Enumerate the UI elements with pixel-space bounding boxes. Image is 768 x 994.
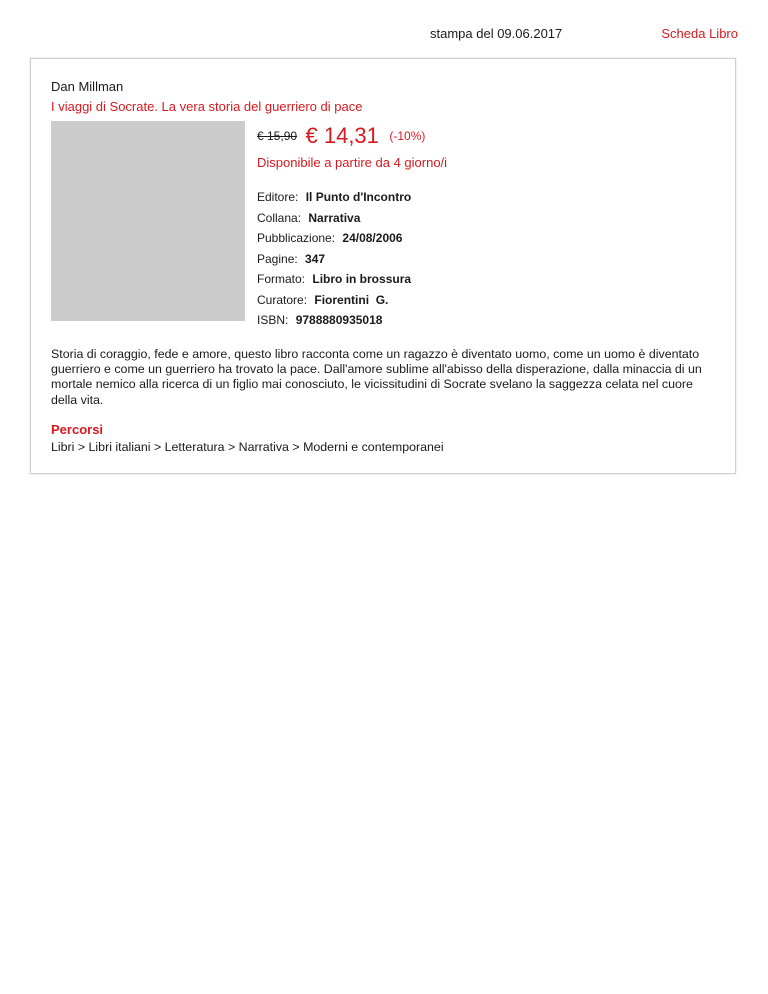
detail-editor xyxy=(257,290,717,311)
detail-pages xyxy=(257,249,717,270)
detail-series xyxy=(257,208,717,229)
detail-label: ISBN: xyxy=(257,313,289,327)
price-row xyxy=(257,121,717,151)
print-header xyxy=(0,26,768,44)
detail-label: Pubblicazione: xyxy=(257,231,336,245)
book-description: Storia di coraggio, fede e amore, questo libro racconta come un ragazzo è diventato uomo, come un uomo è diventato guerriero e come un guerriero ha trovato la pace. Dall'amore sublime all'abisso della disperazione, dalla minaccia di un mortale nemico alla ricerca di un figlio mai conosciuto, le vicissitudini di Socrate svelano la saggezza celata nel cuore della vita. xyxy=(51,347,702,407)
detail-value: 347 xyxy=(305,251,326,266)
detail-value: Narrativa xyxy=(308,210,361,225)
detail-publication-date xyxy=(257,228,717,249)
print-date: stampa del 09.06.2017 xyxy=(430,26,563,41)
detail-value: Libro in brossura xyxy=(312,272,412,286)
sheet-title: Scheda Libro xyxy=(661,26,738,41)
detail-value: Fiorentini G. xyxy=(314,292,389,307)
current-price: € 14,31 xyxy=(305,123,379,148)
book-info xyxy=(257,121,717,331)
detail-publisher xyxy=(257,187,717,208)
detail-label: Editore: xyxy=(257,190,299,204)
detail-label: Collana: xyxy=(257,210,302,225)
availability-text: Disponibile a partire da 4 giorno/i xyxy=(257,155,448,170)
detail-isbn xyxy=(257,310,717,331)
detail-label: Curatore: xyxy=(257,292,308,307)
book-card xyxy=(30,58,736,474)
discount-badge: (-10%) xyxy=(389,129,426,143)
detail-format xyxy=(257,269,717,290)
book-cover-image xyxy=(51,121,245,321)
detail-value: Il Punto d'Incontro xyxy=(305,190,412,204)
book-details xyxy=(257,187,717,331)
old-price: € 15,90 xyxy=(257,129,298,143)
book-author[interactable]: Dan Millman xyxy=(51,79,124,94)
detail-value: 9788880935018 xyxy=(295,313,383,327)
detail-value: 24/08/2006 xyxy=(342,231,403,245)
book-title[interactable]: I viaggi di Socrate. La vera storia del guerriero di pace xyxy=(51,99,363,114)
paths-heading: Percorsi xyxy=(51,422,104,437)
category-breadcrumb[interactable]: Libri > Libri italiani > Letteratura > Narrativa > Moderni e contemporanei xyxy=(51,440,444,454)
detail-label: Formato: xyxy=(257,272,306,286)
detail-label: Pagine: xyxy=(257,251,298,266)
